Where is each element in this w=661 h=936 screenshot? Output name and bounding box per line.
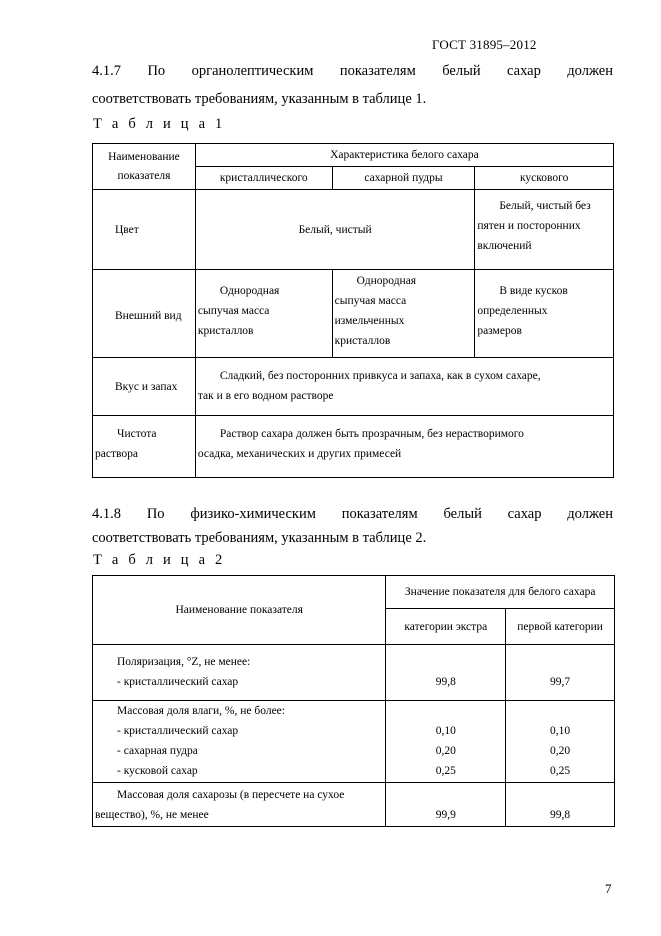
section-4-1-8-line1: 4.1.8 По физико-химическим показателям белый сахар должен — [92, 506, 613, 522]
taste-l2: так и в его водном растворе — [197, 390, 334, 402]
table2-subheader-extra: категории экстра — [386, 609, 506, 645]
clarity-label-l1: Чистота — [117, 428, 157, 440]
moist-first-1: 0,20 — [550, 745, 571, 757]
polar-extra: 99,8 — [386, 645, 506, 701]
color-lump-l2: пятен и посторонних — [477, 220, 581, 232]
table2-col-name: Наименование показателя — [93, 576, 386, 645]
moist-label — [93, 701, 386, 783]
moist-extra-2: 0,25 — [435, 765, 456, 777]
section-4-1-8-line2: соответствовать требованиям, указанным в таблице 2. — [92, 530, 427, 546]
sucrose-label — [93, 783, 386, 827]
table-row — [93, 783, 615, 827]
taste-value — [195, 358, 613, 416]
moist-l2: - кристаллический сахар — [117, 725, 239, 737]
table-row — [93, 270, 614, 358]
table2-caption: Т а б л и ц а 2 — [93, 552, 226, 568]
section-4-1-7-line2: соответствовать требованиям, указанным в таблице 1. — [92, 91, 427, 107]
appearance-crystal-value — [195, 270, 332, 358]
app-cryst-l1: Однородная — [219, 285, 280, 297]
sucrose-extra: 99,9 — [386, 783, 506, 827]
moist-first-2: 0,25 — [550, 765, 571, 777]
table-1 — [92, 143, 614, 478]
app-cryst-l2: сыпучая масса — [197, 305, 270, 317]
moist-extra-0: 0,10 — [435, 725, 456, 737]
table-row — [93, 190, 614, 270]
table1-col-name-l1: Наименование — [108, 151, 180, 163]
page-number: 7 — [605, 881, 612, 896]
color-common-value: Белый, чистый — [195, 190, 474, 270]
table2-group-header: Значение показателя для белого сахара — [386, 576, 615, 609]
moist-l4: - кусковой сахар — [117, 765, 198, 777]
app-lump-l1: В виде кусков — [499, 285, 568, 297]
app-powder-l2: сыпучая масса — [334, 295, 407, 307]
table-row — [93, 358, 614, 416]
appearance-lump-value — [475, 270, 614, 358]
table-row — [93, 416, 614, 478]
color-lump-value — [475, 190, 614, 270]
appearance-powder-value — [332, 270, 475, 358]
table-2 — [92, 575, 615, 827]
clarity-l2: осадка, механических и других примесей — [197, 448, 402, 460]
table2-subheader-first: первой категории — [506, 609, 615, 645]
table1-caption: Т а б л и ц а 1 — [93, 116, 226, 132]
taste-l1: Сладкий, без посторонних привкуса и запаха, как в сухом сахаре, — [219, 370, 541, 382]
section-4-1-7-line1: 4.1.7 По органолептическим показателям белый сахар должен — [92, 63, 613, 79]
table-row — [93, 645, 615, 701]
table2-header-row — [93, 576, 615, 609]
color-lump-l3: включений — [477, 240, 532, 252]
table1-col-name — [93, 144, 196, 190]
clarity-label-l2: раствора — [95, 448, 138, 460]
polar-first: 99,7 — [506, 645, 615, 701]
table1-col-name-l2: показателя — [117, 170, 171, 182]
app-powder-l1: Однородная — [356, 275, 417, 287]
table1-subheader-powder: сахарной пудры — [332, 167, 475, 190]
document-code: ГОСТ 31895–2012 — [432, 37, 537, 52]
sucrose-first: 99,8 — [506, 783, 615, 827]
sucrose-l1: Массовая доля сахарозы (в пересчете на сухое — [117, 789, 345, 801]
polar-l2: - кристаллический сахар — [117, 676, 239, 688]
row-label-taste: Вкус и запах — [93, 358, 196, 416]
moist-first — [506, 701, 615, 783]
polar-label — [93, 645, 386, 701]
polar-l1: Поляризация, °Z, не менее: — [117, 656, 251, 668]
app-cryst-l3: кристаллов — [197, 325, 254, 337]
moist-l1: Массовая доля влаги, %, не более: — [117, 705, 285, 717]
app-powder-l3: измельченных — [334, 315, 405, 327]
app-lump-l2: определенных — [477, 305, 548, 317]
row-label-clarity — [93, 416, 196, 478]
clarity-l1: Раствор сахара должен быть прозрачным, без нерастворимого — [219, 428, 524, 440]
moist-l3: - сахарная пудра — [117, 745, 198, 757]
app-powder-l4: кристаллов — [334, 335, 391, 347]
app-lump-l3: размеров — [477, 325, 522, 337]
color-lump-l1: Белый, чистый без — [499, 200, 591, 212]
table1-header-row — [93, 144, 614, 167]
table1-subheader-lump: кускового — [475, 167, 614, 190]
table1-subheader-crystal: кристаллического — [195, 167, 332, 190]
moist-extra — [386, 701, 506, 783]
table-row — [93, 701, 615, 783]
row-label-color: Цвет — [93, 190, 196, 270]
row-label-appearance: Внешний вид — [93, 270, 196, 358]
sucrose-l2: вещество), %, не менее — [95, 809, 209, 821]
clarity-value — [195, 416, 613, 478]
table1-group-header: Характеристика белого сахара — [195, 144, 613, 167]
moist-extra-1: 0,20 — [435, 745, 456, 757]
moist-first-0: 0,10 — [550, 725, 571, 737]
